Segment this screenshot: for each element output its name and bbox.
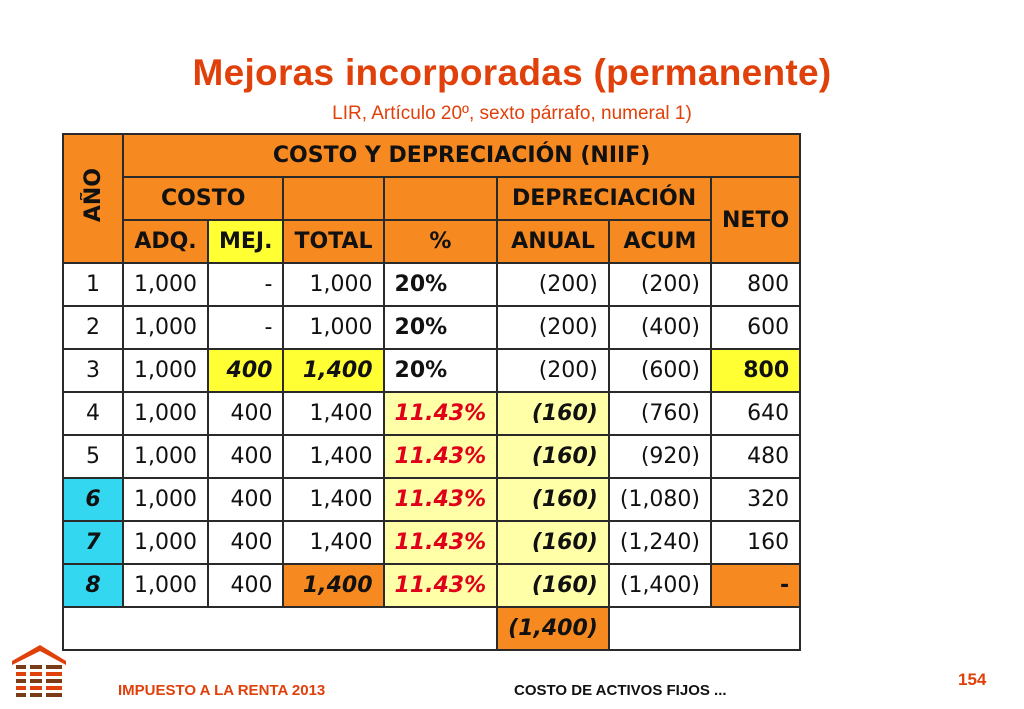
acum-cell: (920) bbox=[609, 435, 711, 478]
acum-cell: (1,400) bbox=[609, 564, 711, 607]
total-cell: 1,000 bbox=[283, 306, 383, 349]
pct-cell: 20% bbox=[384, 263, 498, 306]
anual-cell: (200) bbox=[497, 306, 609, 349]
acum-cell: (1,240) bbox=[609, 521, 711, 564]
year-cell: 8 bbox=[63, 564, 123, 607]
mej-cell: 400 bbox=[208, 564, 283, 607]
mej-cell: 400 bbox=[208, 478, 283, 521]
pct-cell: 11.43% bbox=[384, 521, 498, 564]
anual-cell: (160) bbox=[497, 521, 609, 564]
page-number: 154 bbox=[958, 670, 987, 689]
total-cell: 1,400 bbox=[283, 349, 383, 392]
acum-cell: (400) bbox=[609, 306, 711, 349]
table-row bbox=[63, 564, 800, 607]
adq-cell: 1,000 bbox=[123, 263, 208, 306]
adq-cell: 1,000 bbox=[123, 392, 208, 435]
total-row-spacer bbox=[63, 607, 497, 650]
acum-cell: (600) bbox=[609, 349, 711, 392]
adq-cell: 1,000 bbox=[123, 564, 208, 607]
table-row bbox=[63, 478, 800, 521]
page-subtitle: LIR, Artículo 20º, sexto párrafo, numeral 1) bbox=[332, 103, 692, 124]
pct-cell: 20% bbox=[384, 306, 498, 349]
total-cell: 1,400 bbox=[283, 392, 383, 435]
costo-header: COSTO bbox=[123, 177, 283, 220]
mej-cell: 400 bbox=[208, 349, 283, 392]
anual-cell: (160) bbox=[497, 478, 609, 521]
year-cell: 3 bbox=[63, 349, 123, 392]
col-pct-header: % bbox=[384, 220, 498, 263]
mej-cell: - bbox=[208, 306, 283, 349]
neto-header: NETO bbox=[711, 177, 800, 263]
company-logo-icon bbox=[10, 641, 68, 699]
pct-cell: 11.43% bbox=[384, 564, 498, 607]
year-cell: 6 bbox=[63, 478, 123, 521]
neto-cell: 640 bbox=[711, 392, 800, 435]
anual-total-cell: (1,400) bbox=[497, 607, 609, 650]
pct-header-spacer bbox=[384, 177, 498, 220]
year-cell: 7 bbox=[63, 521, 123, 564]
acum-cell: (200) bbox=[609, 263, 711, 306]
col-anual-header: ANUAL bbox=[497, 220, 609, 263]
acum-cell: (760) bbox=[609, 392, 711, 435]
neto-cell: 160 bbox=[711, 521, 800, 564]
mej-cell: 400 bbox=[208, 521, 283, 564]
adq-cell: 1,000 bbox=[123, 478, 208, 521]
costo-header-spacer bbox=[283, 177, 383, 220]
group-header: COSTO Y DEPRECIACIÓN (NIIF) bbox=[123, 134, 800, 177]
year-header bbox=[63, 134, 123, 263]
anual-cell: (160) bbox=[497, 392, 609, 435]
total-cell: 1,400 bbox=[283, 521, 383, 564]
anual-cell: (160) bbox=[497, 564, 609, 607]
col-mej-header: MEJ. bbox=[208, 220, 283, 263]
adq-cell: 1,000 bbox=[123, 349, 208, 392]
page-title: Mejoras incorporadas (permanente) bbox=[192, 52, 832, 93]
total-cell: 1,000 bbox=[283, 263, 383, 306]
year-cell: 1 bbox=[63, 263, 123, 306]
table-row bbox=[63, 263, 800, 306]
footer-section-label: COSTO DE ACTIVOS FIJOS ... bbox=[514, 682, 727, 699]
adq-cell: 1,000 bbox=[123, 435, 208, 478]
mej-cell: 400 bbox=[208, 392, 283, 435]
footer-course-label: IMPUESTO A LA RENTA 2013 bbox=[118, 682, 326, 699]
col-adq-header: ADQ. bbox=[123, 220, 208, 263]
anual-cell: (200) bbox=[497, 263, 609, 306]
table-row bbox=[63, 349, 800, 392]
total-row-spacer-right bbox=[609, 607, 800, 650]
total-cell: 1,400 bbox=[283, 478, 383, 521]
adq-cell: 1,000 bbox=[123, 306, 208, 349]
mej-cell: - bbox=[208, 263, 283, 306]
year-cell: 4 bbox=[63, 392, 123, 435]
neto-cell: 600 bbox=[711, 306, 800, 349]
year-header-label: AÑO bbox=[80, 168, 106, 223]
year-cell: 5 bbox=[63, 435, 123, 478]
total-cell: 1,400 bbox=[283, 564, 383, 607]
col-total-header: TOTAL bbox=[283, 220, 383, 263]
acum-cell: (1,080) bbox=[609, 478, 711, 521]
pct-cell: 11.43% bbox=[384, 478, 498, 521]
neto-cell: 800 bbox=[711, 263, 800, 306]
neto-cell: 800 bbox=[711, 349, 800, 392]
anual-cell: (200) bbox=[497, 349, 609, 392]
depreciacion-header: DEPRECIACIÓN bbox=[497, 177, 711, 220]
year-cell: 2 bbox=[63, 306, 123, 349]
depreciation-table bbox=[62, 133, 801, 651]
table-row bbox=[63, 392, 800, 435]
anual-cell: (160) bbox=[497, 435, 609, 478]
table-row bbox=[63, 306, 800, 349]
table-row bbox=[63, 521, 800, 564]
total-cell: 1,400 bbox=[283, 435, 383, 478]
neto-cell: 480 bbox=[711, 435, 800, 478]
pct-cell: 11.43% bbox=[384, 435, 498, 478]
total-row bbox=[63, 607, 800, 650]
table-row bbox=[63, 435, 800, 478]
neto-cell: 320 bbox=[711, 478, 800, 521]
mej-cell: 400 bbox=[208, 435, 283, 478]
pct-cell: 11.43% bbox=[384, 392, 498, 435]
col-acum-header: ACUM bbox=[609, 220, 711, 263]
adq-cell: 1,000 bbox=[123, 521, 208, 564]
neto-cell: - bbox=[711, 564, 800, 607]
pct-cell: 20% bbox=[384, 349, 498, 392]
